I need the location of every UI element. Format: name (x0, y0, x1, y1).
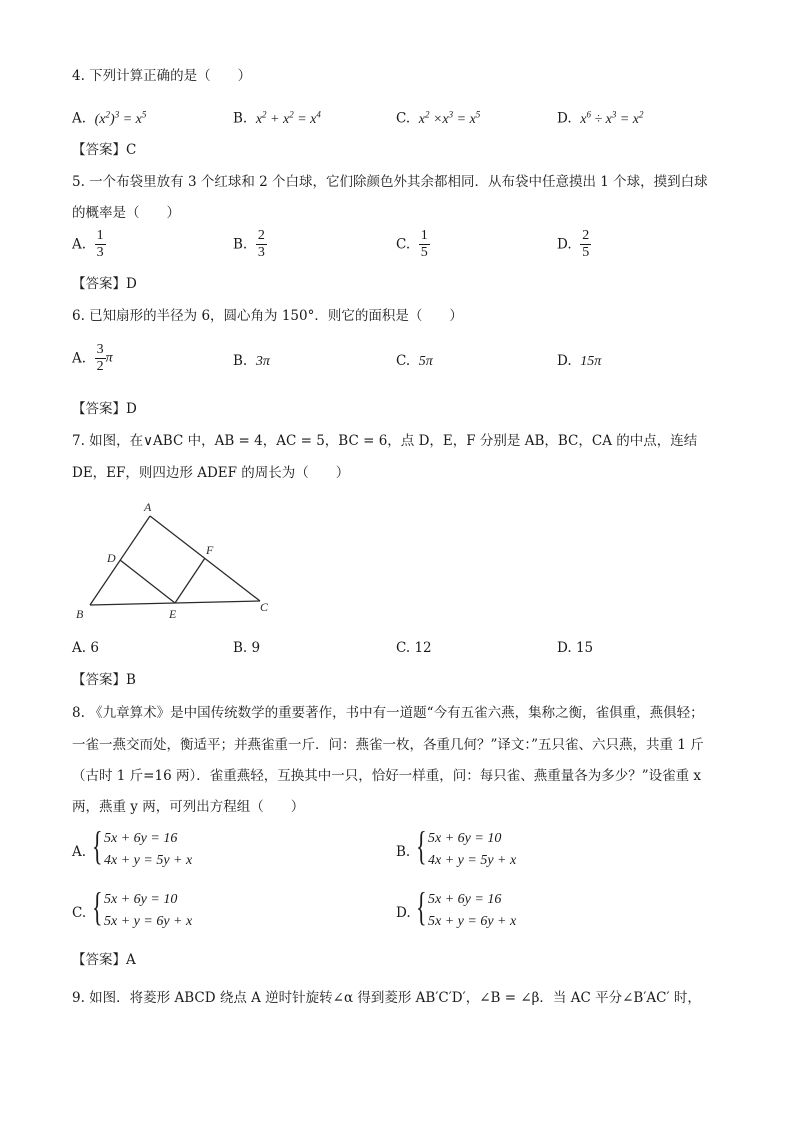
q8-line1: 8. 《九章算术》是中国传统数学的重要著作，书中有一道题“今有五雀六燕，集称之衡，雀俱重，燕俱轻； (72, 705, 704, 721)
q5-option-d (557, 228, 591, 261)
q4-answer (72, 140, 136, 160)
option-label: D. (557, 110, 572, 127)
q7-option-a: A. 6 (72, 640, 99, 656)
label-b: B (76, 607, 84, 621)
option-label: B. (233, 110, 248, 127)
q6-option-d: D. 15π (557, 353, 602, 369)
q8-line3: （古时 1 斤=16 两）．雀重燕轻，互换其中一只，恰好一样重，问：每只雀、燕重量各为多少？”设雀重 x (72, 768, 702, 784)
option-label: C. (396, 353, 411, 369)
q8-option-b: B. (396, 844, 411, 860)
label-e: E (169, 607, 177, 621)
answer-tag: 【答案】 (72, 672, 126, 688)
brace-icon: { (92, 823, 103, 868)
q7-option-c: C. 12 (396, 640, 432, 656)
option-label: C. (396, 236, 411, 253)
q5-stem-line2: 的概率是（ ） (72, 205, 180, 221)
q7-stem-line1: 7. 如图，在∨ABC 中，AB = 4，AC = 5，BC = 6，点 D，E，F 分别是 AB，BC，CA 的中点，连结 (72, 433, 698, 449)
q8-system-a: 5x + 6y = 16 4x + y = 5y + x (104, 831, 193, 868)
segment-de (120, 560, 175, 603)
q8-option-c: C. (72, 905, 87, 921)
q6-option-a: A. $\frac{3}{2}$ π (72, 342, 113, 374)
option-label: D. (557, 236, 572, 253)
option-label: A. (72, 350, 87, 367)
q5-fraction-b: $\frac{2}{3}$ (257, 228, 265, 260)
q6-fraction-a: $\frac{3}{2}$ (96, 342, 104, 374)
q9-stem: 9. 如图．将菱形 ABCD 绕点 A 逆时针旋转∠α 得到菱形 AB′C′D′，∠B = ∠β．当 AC 平分∠B′AC′ 时， (72, 990, 701, 1006)
q8-option-d: D. (396, 905, 411, 921)
answer-value: B (126, 672, 136, 688)
q4-option-d (557, 104, 644, 130)
brace-icon: { (416, 823, 427, 868)
q4-option-a (72, 104, 146, 130)
q7-option-d: D. 15 (557, 640, 594, 656)
q8-line4: 两，燕重 y 两，可列出方程组（ ） (72, 799, 305, 815)
q7-option-b: B. 9 (233, 640, 261, 656)
q4-expr-b: $x^2 + x^2 = x^4$ (255, 109, 321, 127)
q6-stem: 6. 已知扇形的半径为 6，圆心角为 150°．则它的面积是（ ） (72, 308, 463, 324)
q6-option-c: C. 5π (396, 353, 433, 369)
q5-stem-line1: 5. 一个布袋里放有 3 个红球和 2 个白球，它们除颜色外其余都相同．从布袋中任意摸出 1 个球，摸到白球 (72, 174, 708, 190)
q4-option-b (233, 104, 321, 130)
q8-system-c: 5x + 6y = 10 5x + y = 6y + x (104, 892, 193, 929)
q5-option-a (72, 228, 106, 261)
q6-answer (72, 399, 137, 419)
q5-option-c (396, 228, 430, 261)
option-label: A. (72, 236, 87, 253)
answer-tag: 【答案】 (72, 401, 126, 417)
q8-system-d: 5x + 6y = 16 5x + y = 6y + x (428, 892, 517, 929)
option-label: B. (233, 236, 248, 253)
q4-option-c (396, 104, 480, 130)
label-d: D (107, 551, 116, 565)
option-label: A. (72, 110, 87, 127)
label-a: A (144, 500, 152, 514)
answer-tag: 【答案】 (72, 952, 126, 968)
q4-expr-c: $x^2 \times x^3 = x^5$ (418, 109, 481, 127)
q7-answer (72, 670, 136, 690)
option-label: B. (233, 353, 248, 369)
q5-option-b (233, 228, 267, 261)
option-label: C. (396, 110, 411, 127)
segment-ef (175, 558, 205, 603)
q6-option-b: B. 3π (233, 353, 270, 369)
brace-icon: { (416, 884, 427, 929)
answer-value: D (126, 401, 137, 417)
q8-answer (72, 950, 136, 970)
q4-expr-d: $x^6 \div x^3 = x^2$ (580, 109, 644, 127)
q7-stem-line2: DE，EF，则四边形 ADEF 的周长为（ ） (72, 465, 350, 481)
answer-value: A (126, 952, 136, 968)
answer-value: C (126, 142, 137, 158)
q5-fraction-c: $\frac{1}{5}$ (420, 228, 428, 260)
answer-value: D (126, 276, 137, 292)
label-c: C (260, 600, 269, 614)
q8-system-b: 5x + 6y = 10 4x + y = 5y + x (428, 831, 517, 868)
q4-expr-a: $(x^2)^3 = x^5$ (94, 109, 147, 127)
answer-tag: 【答案】 (72, 276, 126, 292)
q5-fraction-a: $\frac{1}{3}$ (96, 228, 104, 260)
q8-option-a: A. (72, 844, 87, 860)
answer-tag: 【答案】 (72, 142, 126, 158)
label-f: F (206, 543, 214, 557)
brace-icon: { (92, 884, 103, 929)
q8-line2: 一雀一燕交而处，衡适平；并燕雀重一斤．问：燕雀一枚，各重几何？”译文：”五只雀、六只燕，共重 1 斤 (72, 737, 704, 753)
q4-stem: 4. 下列计算正确的是（ ） (72, 68, 252, 84)
q7-triangle-figure (70, 498, 290, 628)
q5-answer (72, 274, 137, 294)
option-label: D. (557, 353, 572, 369)
q5-fraction-d: $\frac{2}{5}$ (582, 228, 590, 260)
